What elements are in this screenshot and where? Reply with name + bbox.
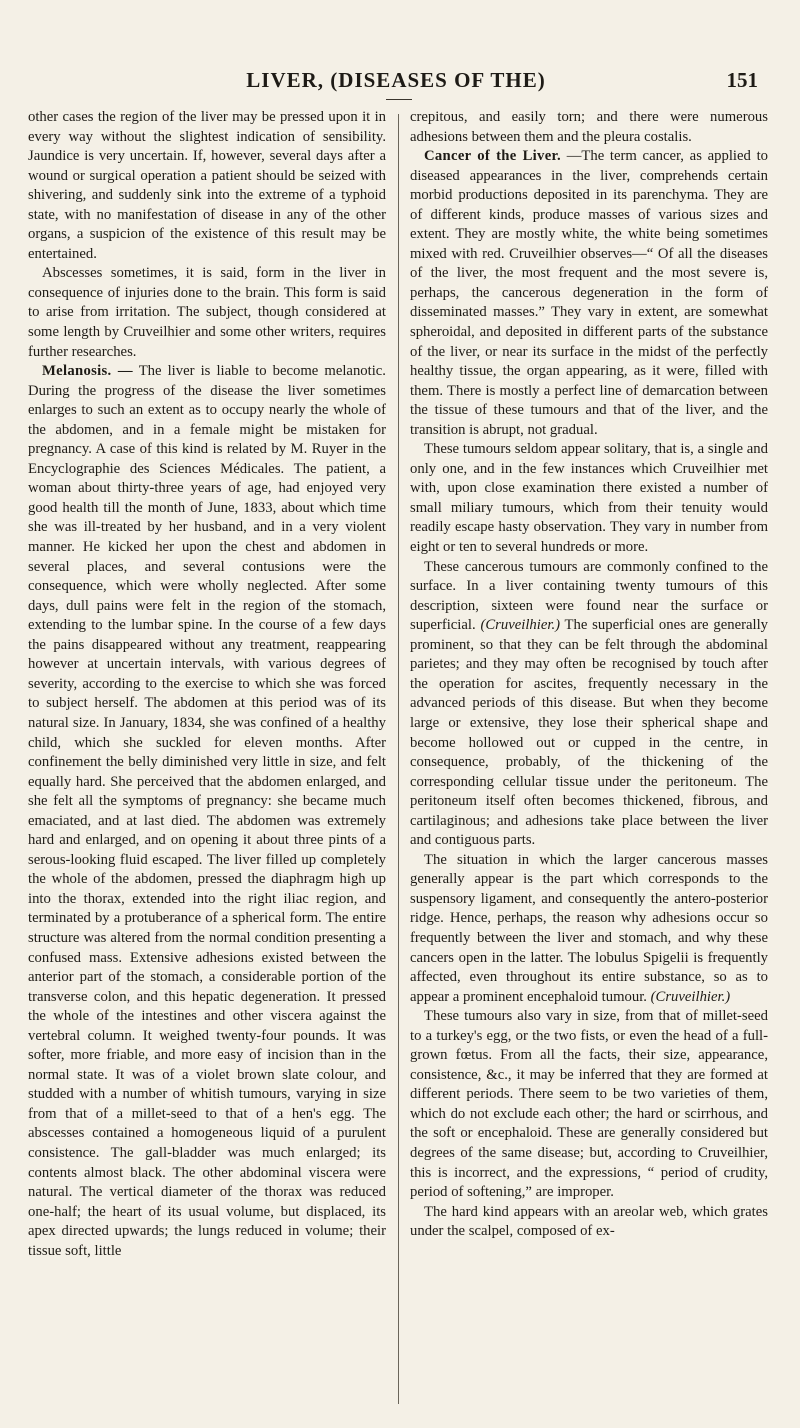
paragraph-text: The hard kind appears with an areolar web, which grates under the scalpel, composed of ex-	[410, 1203, 768, 1240]
right-column	[410, 108, 768, 1404]
paragraph	[410, 108, 768, 147]
section-heading: Cancer of the Liver.	[424, 148, 561, 165]
paragraph	[410, 851, 768, 1007]
paragraph	[410, 1203, 768, 1242]
paragraph-text: The superficial ones are generally prominent, so that they can be felt through the abdominal parietes; and they may often be recognised by touch after the operation for ascites, frequently necessary in the advanced periods of this disease. But when they become large or extensive, they lose their spherical shape and become hollowed out or cupped in the centre, in consequence, probably, of the thickening of the corresponding cellular tissue under the peritoneum. The peritoneum itself often becomes thickened, fibrous, and cartilaginous; and adhesions take place between the liver and contiguous parts.	[410, 617, 768, 849]
paragraph-text: Abscesses sometimes, it is said, form in the liver in consequence of injuries done to the brain. This form is said to arise from irritation. The subject, though considered at some length by Cruveilhier and some other writers, requires further researches.	[28, 265, 386, 360]
paragraph-text: other cases the region of the liver may be pressed upon it in every way without the slightest indication of sensibility. Jaundice is very uncertain. If, however, several days after a wound or surgical operation a patient should be seized with shivering, and suddenly sink into the extreme of a typhoid state, with no manifestation of disease in any of the other organs, a suspicion of the existence of this result may be entertained.	[28, 109, 386, 262]
text-columns	[28, 108, 768, 1404]
left-column	[28, 108, 386, 1404]
page-header	[28, 68, 764, 94]
paragraph	[410, 440, 768, 557]
paragraph-text: The situation in which the larger cancerous masses generally appear is the part which corresponds to the suspensory ligament, and consequently the antero-posterior ridge. Hence, perhaps, the reason why adhesions occur so frequently between the liver and stomach, and why these cancers open in the latter. The lobulus Spigelii is frequently affected, even throughout its entire substance, so as to appear a prominent encephaloid tumour.	[410, 851, 768, 1005]
paragraph-text: These cancerous tumours are commonly confined to the surface. In a liver containing twenty tumours of this description, sixteen were found near the surface or superficial.	[410, 558, 768, 634]
paragraph	[410, 1007, 768, 1202]
paragraph	[410, 558, 768, 851]
paragraph	[28, 362, 386, 1261]
column-divider	[398, 114, 399, 1404]
paragraph	[28, 264, 386, 362]
paragraph-text: —The term cancer, as applied to diseased appearances in the liver, comprehends certain morbid productions deposited in its parenchyma. They are of different kinds, produce masses of various sizes and extent. They are mostly white, the white being sometimes mixed with red. Cruveilhier observes—“ Of all the diseases of the liver, the most frequent and the most severe is, perhaps, the cancerous degeneration in the form of disseminated masses.” They vary in extent, are somewhat spheroidal, and deposited in different parts of the substance of the liver, or near its surface in the midst of the perfectly healthy tissue, the organ appearing, as it were, filled with them. There is mostly a perfect line of demarcation between the tissue of these tumours and that of the liver, and the transition is abrupt, not gradual.	[410, 148, 768, 438]
page-number: 151	[726, 68, 758, 92]
header-ornament	[386, 99, 412, 103]
paragraph-text: These tumours seldom appear solitary, that is, a single and only one, and in the few instances which Cruveilhier met with, upon close examination there existed a number of small miliary tumours, which from their tenuity would readily escape hasty observation. They vary in number from eight or ten to several hundreds or more.	[410, 441, 768, 556]
paragraph	[410, 147, 768, 440]
paragraph-text: The liver is liable to become melanotic. During the progress of the disease the liver sometimes enlarges to such an extent as to occupy nearly the whole of the abdomen, and in a female might be mistaken for pregnancy. A case of this kind is related by M. Ruyer in the Encyclographie des Sciences Médicales. The patient, a woman about thirty-three years of age, had enjoyed very good health till the month of June, 1833, about which time she was ill-treated by her husband, and in a very violent manner. He kicked her upon the chest and abdomen in several places, and several contusions were the consequence, which were wholly neglected. After some days, dull pains were felt in the region of the stomach, extending to the lumbar spine. In the course of a few days the pains disappeared without any treatment, reappearing however at uncertain intervals, with various degrees of severity, according to the exercise to which she was forced to subject herself. The abdomen at this period was of its natural size. In January, 1834, she was confined of a healthy child, which she suckled for eleven months. After confinement the belly diminished very little in size, and felt equally hard. She perceived that the abdomen enlarged, and she felt all the symptoms of pregnancy: she became much emaciated, and at last died. The abdomen was extremely hard and enlarged, and on opening it about three pints of a serous-looking fluid escaped. The liver filled up completely the whole of the abdomen, pressed the diaphragm high up into the thorax, extended into the right iliac region, and terminated by a protuberance of a spherical form. The entire structure was altered from the normal condition presenting a confused mass. Extensive adhesions existed between the anterior part of the stomach, a considerable portion of the transverse colon, and this hepatic degeneration. It pressed the whole of the intestines and other viscera against the vertebral column. It weighed twenty-four pounds. It was softer, more friable, and more easy of incision than in the normal state. It was of a violet brown slate colour, and studded with a number of whitish tumours, varying in size from that of a millet-seed to that of a hen's egg. The abscesses contained a homogeneous liquid of a purulent consistence. The gall-bladder was much enlarged; its contents almost black. The other abdominal viscera were natural. The vertical diameter of the thorax was reduced one-half; the heart of its usual volume, but displaced, its apex directed upwards; the lungs reduced in volume; their tissue soft, little	[28, 363, 386, 1259]
section-heading: Melanosis. —	[42, 363, 133, 380]
paragraph-text: crepitous, and easily torn; and there were numerous adhesions between them and the pleura costalis.	[410, 109, 768, 145]
paragraph-text: These tumours also vary in size, from that of millet-seed to a turkey's egg, or the two fists, or even the head of a full-grown fœtus. From all the facts, their size, appearance, consistence, &c., it may be inferred that they are formed at different periods. There seem to be two varieties of them, which do not exclude each other; the hard or scirrhous, and the soft or encephaloid. These are generally considered but degrees of the same disease; but, according to Cruveilhier, this is incorrect, and the expressions, “ period of crudity, period of softening,” are improper.	[410, 1008, 768, 1201]
citation: (Cruveilhier.)	[650, 988, 731, 1005]
citation: (Cruveilhier.)	[480, 617, 561, 634]
paragraph	[28, 108, 386, 264]
running-head: LIVER, (DISEASES OF THE)	[246, 68, 546, 92]
